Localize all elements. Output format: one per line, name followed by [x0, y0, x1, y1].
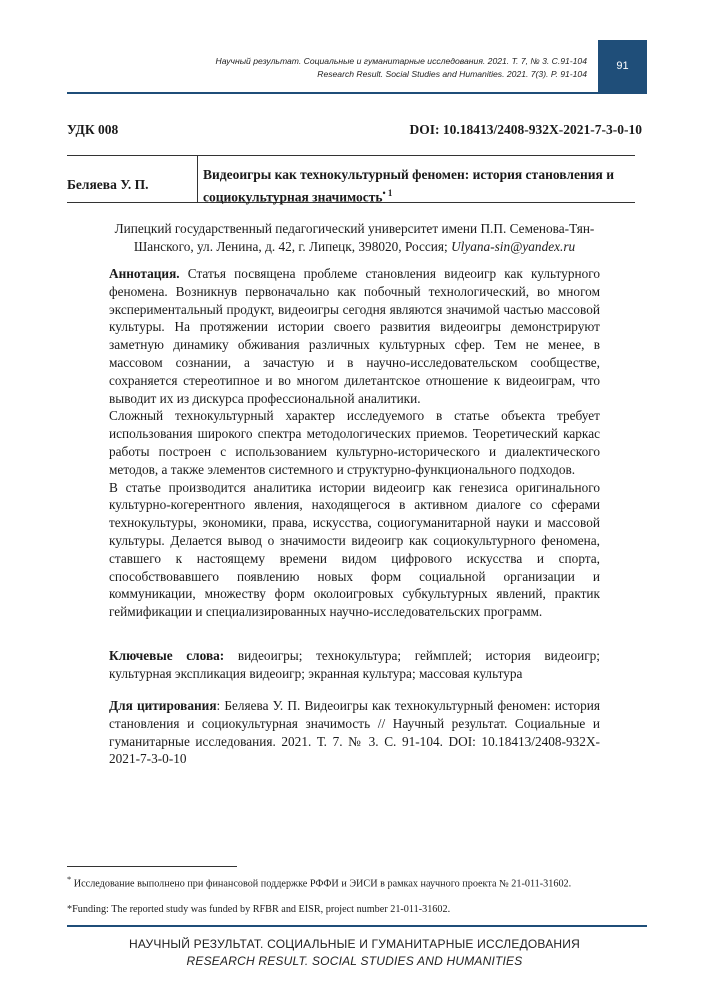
- author-email[interactable]: Ulyana-sin@yandex.ru: [451, 239, 576, 254]
- affiliation: [92, 220, 617, 256]
- article-title-text: Видеоигры как технокультурный феномен: история становления и социокультурная значимость: [203, 167, 614, 205]
- author-table-top-rule: [67, 155, 635, 156]
- author-name: Беляева У. П.: [67, 177, 149, 192]
- header-rule: [67, 92, 647, 94]
- udk-code: УДК 008: [67, 122, 119, 137]
- footer-journal-ru: НАУЧНЫЙ РЕЗУЛЬТАТ. СОЦИАЛЬНЫЕ И ГУМАНИТАРНЫЕ ИССЛЕДОВАНИЯ: [129, 937, 580, 951]
- page-number-box: [598, 40, 647, 92]
- affiliation-text: Липецкий государственный педагогический университет имени П.П. Семенова-Тян-Шанского, ул. Ленина, д. 42, г. Липецк, 398020, Россия;: [114, 221, 595, 254]
- running-header-en: Research Result. Social Studies and Humanities. 2021. 7(3). P. 91-104: [317, 69, 587, 79]
- keywords: [109, 647, 600, 683]
- citation-text: : Беляева У. П. Видеоигры как технокультурный феномен: история становления и социокультурная значимость // Научный результат. Социальные и гуманитарные исследования. 2021. Т. 7. № 3. С. 91-104. DOI: 10.18413/2408-932X-2021-7-3-0-10: [109, 698, 600, 767]
- abstract-label: Аннотация.: [109, 266, 180, 281]
- citation-label: Для цитирования: [109, 698, 217, 713]
- footnote-rule: [67, 866, 237, 867]
- page-number: 91: [616, 60, 629, 72]
- running-header-ru: Научный результат. Социальные и гуманитарные исследования. 2021. Т. 7, № 3. С.91-104: [215, 56, 587, 66]
- abstract-paragraph-2: Сложный технокультурный характер исследуемого в статье объекта требует использования широкого спектра методологических приемов. Теоретический каркас работы построен с использованием культурно-исторического и диалектического методов, а также элементов системного и структурно-функционального подходов.: [109, 408, 600, 477]
- keywords-label: Ключевые слова:: [109, 648, 225, 663]
- running-header: [216, 55, 587, 81]
- abstract-paragraph-1: Аннотация. Статья посвящена проблеме становления видеоигр как культурного феномена. Возникнув первоначально как побочный технологический, во многом экспериментальный продукт, видеоигры сегодня являются значимой частью массовой культуры. На протяжении истории своего развития видеоигры демонстрируют заметную динамику обживания различных культурных сфер. Тем не менее, в массовом сознании, а зачастую и в научно-исследовательском сообществе, сохраняется стереотипное и во многом дилетантское отношение к видеоиграм, что выводит их из дискурса профессиональной аналитики.: [109, 266, 601, 406]
- article-title: [203, 166, 643, 207]
- footer-rule: [67, 925, 647, 927]
- author-table-divider: [197, 155, 198, 202]
- doi: DOI: 10.18413/2408-932X-2021-7-3-0-10: [409, 122, 642, 137]
- footer-journal-en: RESEARCH RESULT. SOCIAL STUDIES AND HUMANITIES: [186, 954, 523, 968]
- title-footnote-mark: • 1: [382, 188, 393, 198]
- footnote-ru: * Исследование выполнено при финансовой поддержке РФФИ и ЭИСИ в рамках научного проекта № 21-011-31602.: [67, 874, 572, 890]
- footnote-en: *Funding: The reported study was funded by RFBR and EISR, project number 21-011-31602.: [67, 904, 451, 915]
- abstract: [109, 265, 600, 621]
- footnote-mark: *: [67, 874, 72, 884]
- abstract-paragraph-3: В статье производится аналитика истории видеоигр как генезиса оригинального культурно-когерентного явления, находящегося в активном диалоге со сферами технокультуры, экономики, права, искусства, социогуманитарной науки и массовой культуры. Делается вывод о значимости видеоигр как социокультурного феномена, ставшего к настоящему времени видом цифрового искусства и спорта, способствовавшего появлению новых форм социальной организации и коммуникации, множеству форм околоигровых субкультурных явлений, практик геймификации и специализированных научно-исследовательских программ.: [109, 479, 600, 620]
- citation: [109, 697, 600, 768]
- keywords-text: видеоигры; технокультура; геймплей; история видеоигр; культурная экспликация видеоигр; экранная культура; массовая культура: [109, 648, 601, 681]
